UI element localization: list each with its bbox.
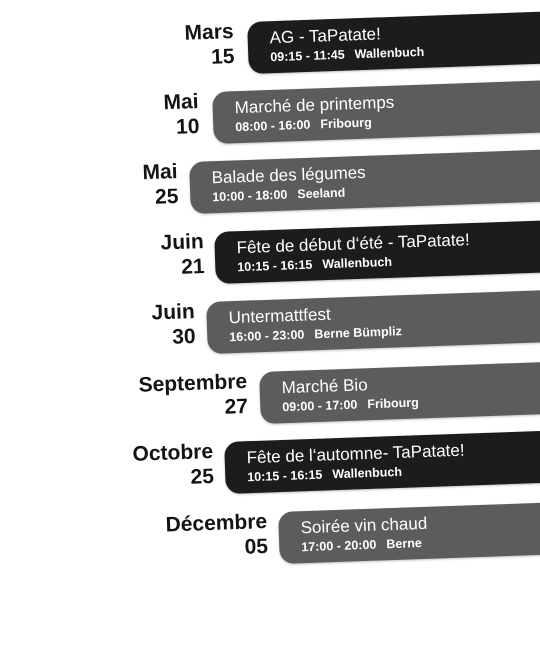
event-title: AG - TaPatate! bbox=[269, 24, 382, 48]
event-month: Décembre bbox=[165, 510, 268, 537]
event-place: Berne bbox=[386, 536, 423, 552]
event-item[interactable] bbox=[0, 370, 540, 436]
event-item[interactable] bbox=[0, 230, 540, 296]
event-place: Seeland bbox=[297, 185, 346, 202]
event-place: Berne Bümpliz bbox=[314, 324, 403, 342]
event-time: 17:00 - 20:00 bbox=[301, 537, 377, 555]
event-card[interactable] bbox=[224, 427, 540, 494]
event-date bbox=[139, 370, 249, 424]
event-month: Juin bbox=[150, 300, 195, 325]
event-place: Wallenbuch bbox=[354, 44, 425, 62]
event-day: 30 bbox=[171, 325, 196, 349]
event-day: 21 bbox=[180, 255, 205, 279]
event-date bbox=[133, 440, 215, 493]
event-day: 15 bbox=[210, 45, 235, 69]
event-time: 10:00 - 18:00 bbox=[212, 187, 288, 205]
event-card[interactable] bbox=[214, 217, 540, 284]
event-place: Wallenbuch bbox=[322, 254, 393, 272]
event-title: Marché Bio bbox=[281, 375, 368, 398]
event-date bbox=[151, 300, 196, 351]
event-month: Juin bbox=[159, 230, 204, 255]
event-title: Soirée vin chaud bbox=[300, 513, 428, 538]
event-month: Mai bbox=[142, 160, 178, 185]
event-day: 25 bbox=[154, 185, 179, 209]
event-day: 10 bbox=[175, 115, 200, 139]
event-time: 09:00 - 17:00 bbox=[282, 397, 358, 415]
event-card[interactable] bbox=[278, 497, 540, 564]
event-card[interactable] bbox=[212, 77, 540, 144]
event-title: Fête de début d‘été - TaPatate! bbox=[236, 230, 470, 258]
event-place: Fribourg bbox=[320, 115, 372, 132]
event-item[interactable] bbox=[0, 300, 540, 366]
event-time: 09:15 - 11:45 bbox=[270, 47, 345, 65]
event-place: Fribourg bbox=[367, 395, 419, 412]
event-item[interactable] bbox=[0, 20, 540, 86]
event-date bbox=[163, 90, 200, 141]
event-time: 10:15 - 16:15 bbox=[247, 467, 323, 485]
event-card[interactable] bbox=[189, 147, 540, 214]
event-title: Fête de l‘automne- TaPatate! bbox=[246, 440, 465, 468]
event-title: Balade des légumes bbox=[211, 162, 366, 188]
event-item[interactable] bbox=[0, 160, 540, 226]
event-date bbox=[184, 20, 235, 72]
event-month: Mai bbox=[163, 90, 199, 115]
event-card[interactable] bbox=[247, 7, 540, 74]
event-title: Marché de printemps bbox=[234, 92, 395, 118]
event-card[interactable] bbox=[206, 287, 540, 354]
event-month: Septembre bbox=[138, 370, 248, 397]
event-day: 27 bbox=[224, 395, 249, 419]
event-day: 05 bbox=[244, 535, 269, 559]
event-month: Mars bbox=[184, 20, 234, 45]
event-date bbox=[160, 230, 205, 281]
event-item[interactable] bbox=[0, 510, 540, 576]
event-date bbox=[142, 160, 179, 211]
event-item[interactable] bbox=[0, 440, 540, 506]
event-date bbox=[166, 510, 269, 564]
event-title: Untermattfest bbox=[228, 304, 331, 328]
event-item[interactable] bbox=[0, 90, 540, 156]
event-time: 16:00 - 23:00 bbox=[229, 327, 305, 345]
event-time: 08:00 - 16:00 bbox=[235, 117, 311, 135]
event-card[interactable] bbox=[259, 357, 540, 424]
event-place: Wallenbuch bbox=[332, 464, 403, 482]
event-day: 25 bbox=[190, 465, 215, 489]
event-time: 10:15 - 16:15 bbox=[237, 257, 313, 275]
event-month: Octobre bbox=[132, 440, 214, 466]
